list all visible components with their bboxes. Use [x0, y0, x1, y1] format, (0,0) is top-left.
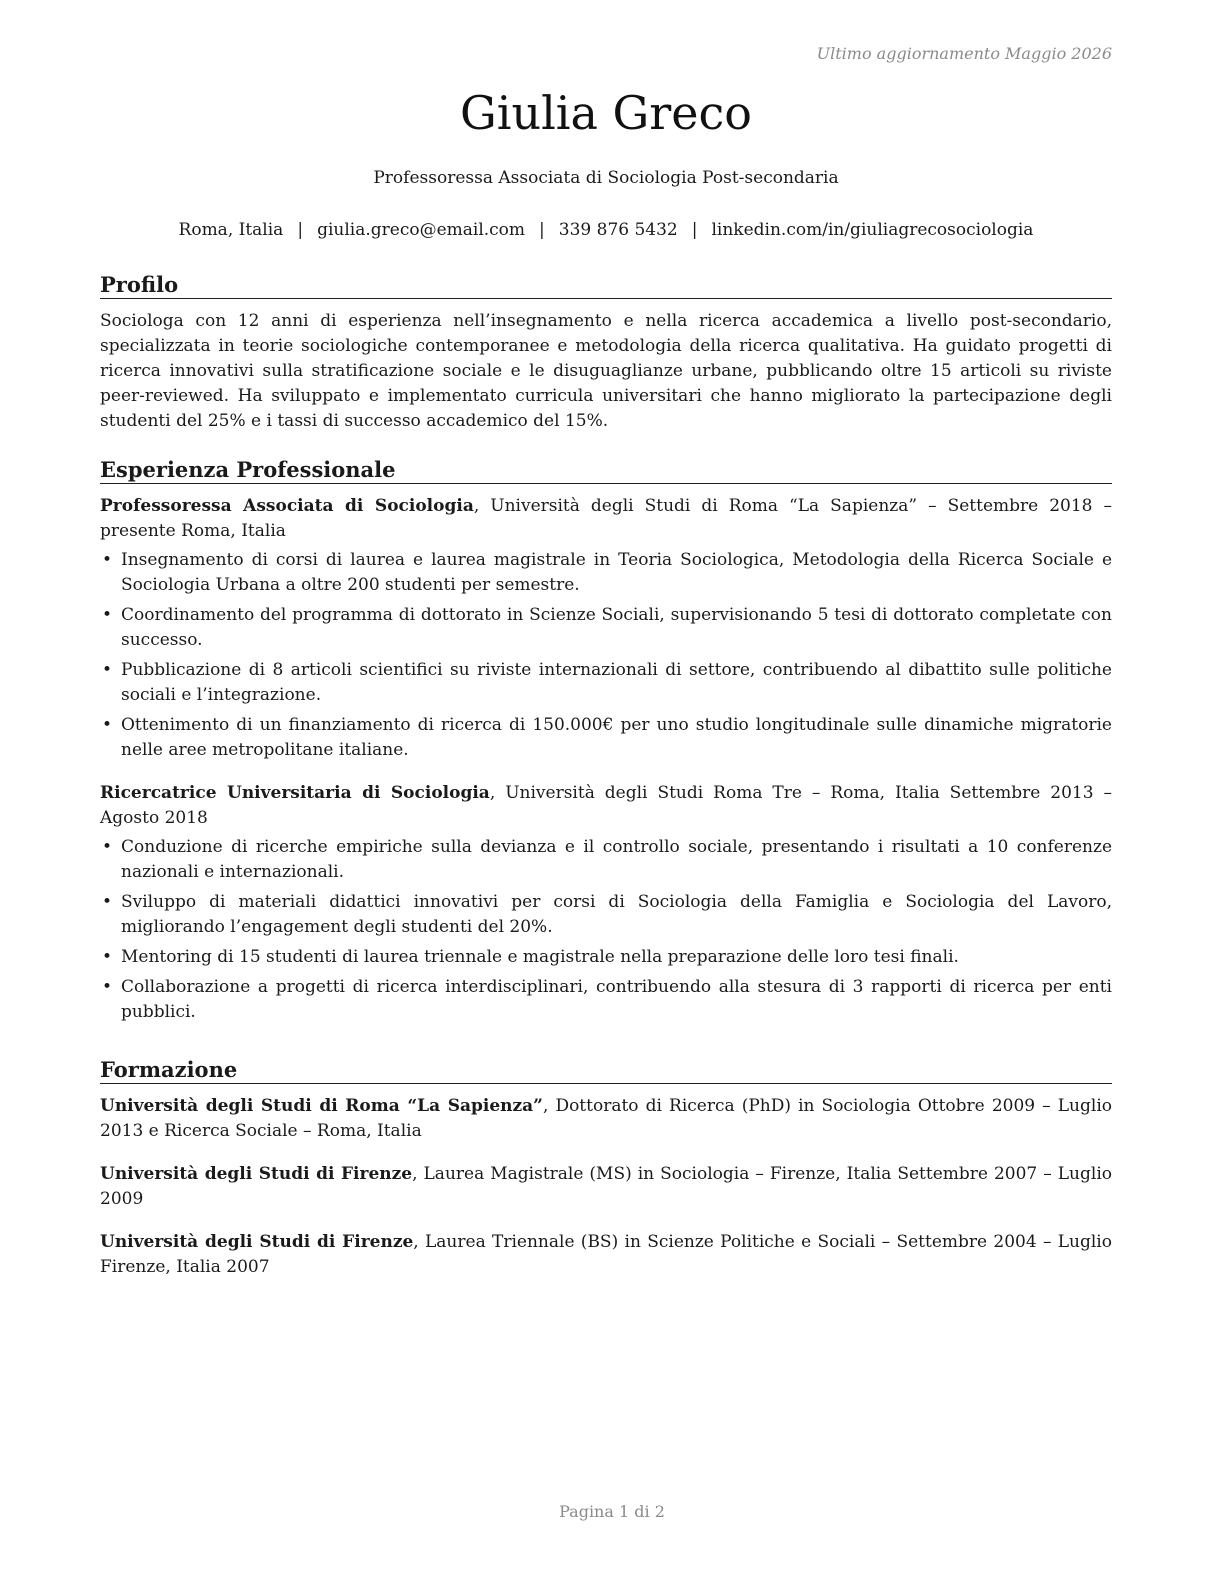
profile-text: Sociologa con 12 anni di esperienza nell’insegnamento e nella ricerca accademica a livello post-secondario, specializzata in teorie sociologiche contemporanee e metodologia della ricerca qualitativa. Ha guidato progetti di ricerca innovativi sulla stratificazione sociale e le disuguaglianze urbane, pubblicando oltre 15 articoli su riviste peer-reviewed. Ha sviluppato e implementato curricula universitari che hanno migliorato la partecipazione degli studenti del 25% e i tassi di successo accademico del 15%.	[100, 311, 1112, 432]
experience-entry	[100, 781, 1112, 1025]
experience-entry	[100, 494, 1112, 763]
contact-separator: |	[297, 220, 304, 240]
experience-entry-header	[100, 494, 1112, 544]
education-details: , Laurea Triennale (BS) in Scienze Politiche e Sociali – Settembre 2004 – Luglio Firenze, Italia 2007	[100, 1232, 1112, 1278]
list-item: • Collaborazione a progetti di ricerca interdisciplinari, contribuendo alla stesura di 3 rapporti di ricerca per enti pubblici.	[100, 975, 1112, 1025]
contact-line	[100, 220, 1112, 240]
experience-role: Ricercatrice Universitaria di Sociologia	[100, 783, 490, 804]
contact-phone[interactable]: 339 876 5432	[558, 220, 678, 240]
education-heading: Formazione	[100, 1057, 1112, 1084]
experience-bullets	[100, 548, 1112, 763]
contact-location: Roma, Italia	[178, 220, 284, 240]
contact-email[interactable]: giulia.greco@email.com	[317, 220, 526, 240]
education-entry	[100, 1230, 1112, 1280]
education-school: Università degli Studi di Firenze	[100, 1164, 413, 1185]
list-item: • Coordinamento del programma di dottorato in Scienze Sociali, supervisionando 5 tesi di dottorato completate con successo.	[100, 603, 1112, 653]
education-entry-header	[100, 1162, 1112, 1212]
list-item: • Mentoring di 15 studenti di laurea triennale e magistrale nella preparazione delle loro tesi finali.	[100, 945, 1112, 970]
education-details: , Laurea Magistrale (MS) in Sociologia – Firenze, Italia Settembre 2007 – Luglio 2009	[100, 1164, 1112, 1210]
list-item: • Insegnamento di corsi di laurea e laurea magistrale in Teoria Sociologica, Metodologia della Ricerca Sociale e Sociologia Urbana a oltre 200 studenti per semestre.	[100, 548, 1112, 598]
education-entry	[100, 1094, 1112, 1144]
education-section	[100, 1057, 1112, 1298]
contact-separator: |	[691, 220, 698, 240]
experience-role: Professoressa Associata di Sociologia	[100, 496, 474, 517]
list-item: • Ottenimento di un finanziamento di ricerca di 150.000€ per uno studio longitudinale sulle dinamiche migratorie nelle aree metropolitane italiane.	[100, 713, 1112, 763]
education-entry	[100, 1162, 1112, 1212]
experience-details: , Università degli Studi di Roma “La Sapienza” – Settembre 2018 – presente Roma, Italia	[100, 496, 1112, 542]
profile-section	[100, 272, 1112, 434]
experience-details: , Università degli Studi Roma Tre – Roma, Italia Settembre 2013 – Agosto 2018	[100, 783, 1112, 829]
person-name: Giulia Greco	[460, 86, 752, 140]
experience-heading: Esperienza Professionale	[100, 457, 1112, 484]
job-title: Professoressa Associata di Sociologia Post-secondaria	[373, 168, 839, 188]
page-number: Pagina 1 di 2	[559, 1502, 665, 1521]
list-item: • Sviluppo di materiali didattici innovativi per corsi di Sociologia della Famiglia e Sociologia del Lavoro, migliorando l’engagement degli studenti del 20%.	[100, 890, 1112, 940]
education-school: Università degli Studi di Firenze	[100, 1232, 414, 1253]
education-entry-header	[100, 1094, 1112, 1144]
contact-separator: |	[539, 220, 545, 240]
experience-section	[100, 457, 1112, 1043]
experience-entry-header	[100, 781, 1112, 831]
education-school: Università degli Studi di Roma “La Sapienza”	[100, 1096, 543, 1117]
last-updated: Ultimo aggiornamento Maggio 2026	[816, 44, 1112, 63]
education-entry-header	[100, 1230, 1112, 1280]
list-item: • Pubblicazione di 8 articoli scientifici su riviste internazionali di settore, contribuendo al dibattito sulle politiche sociali e l’integrazione.	[100, 658, 1112, 708]
experience-bullets	[100, 835, 1112, 1025]
education-details: , Dottorato di Ricerca (PhD) in Sociologia Ottobre 2009 – Luglio 2013 e Ricerca Sociale – Roma, Italia	[100, 1096, 1112, 1142]
contact-linkedin[interactable]: linkedin.com/in/giuliagrecosociologia	[711, 220, 1034, 240]
profile-heading: Profilo	[100, 272, 1112, 299]
list-item: • Conduzione di ricerche empiriche sulla devianza e il controllo sociale, presentando i risultati a 10 conferenze nazionali e internazionali.	[100, 835, 1112, 885]
